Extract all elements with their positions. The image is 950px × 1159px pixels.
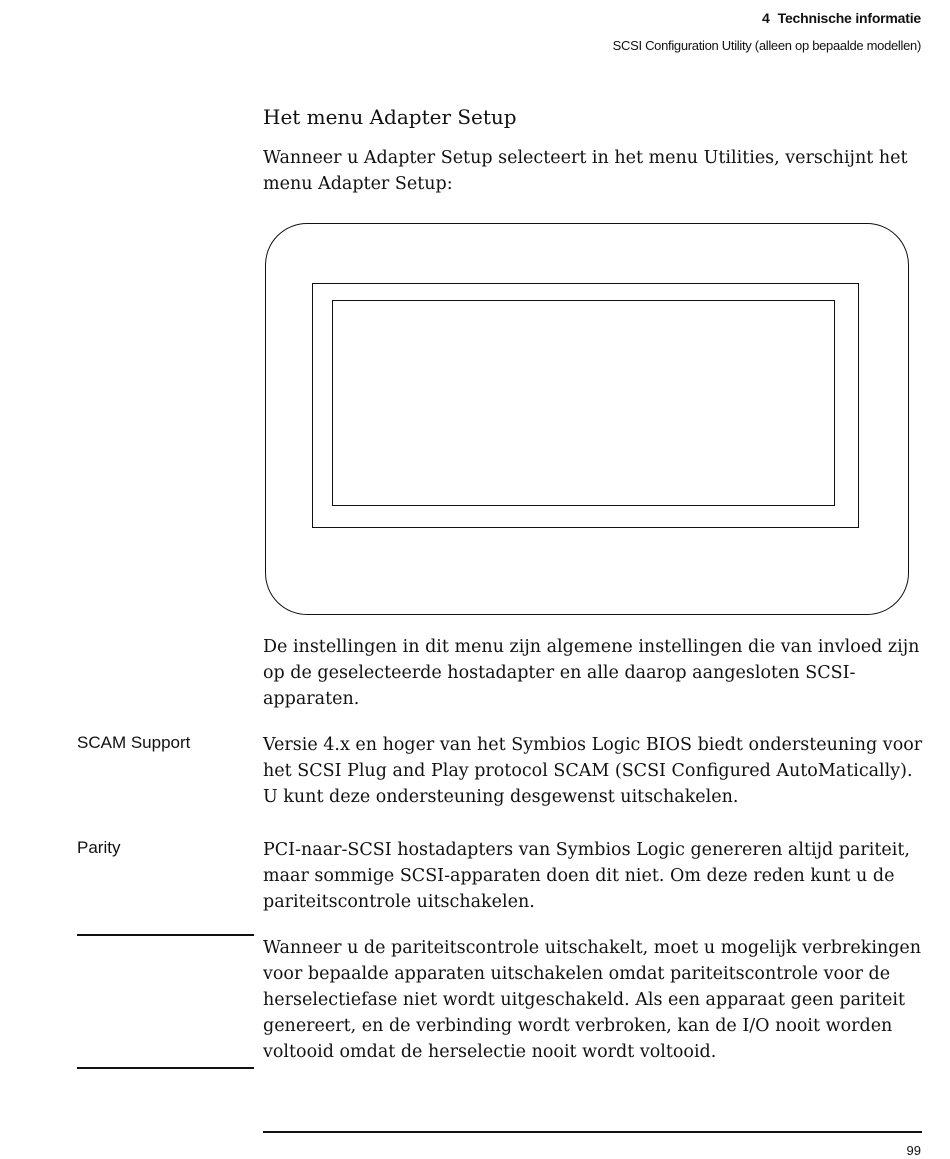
note-rule-bottom	[77, 1067, 254, 1069]
section-header: SCSI Configuration Utility (alleen op bepaalde modellen)	[612, 38, 921, 53]
intro-paragraph: Wanneer u Adapter Setup selecteert in het menu Utilities, verschijnt het menu Adapter Setup:	[263, 148, 908, 194]
note-rule-top	[77, 934, 254, 936]
parity-label: Parity	[77, 838, 121, 857]
page-number: 99	[906, 1143, 921, 1158]
footer-rule	[263, 1131, 922, 1133]
chapter-header	[762, 10, 921, 26]
scam-support-paragraph: Versie 4.x en hoger van het Symbios Logic BIOS biedt ondersteuning voor het SCSI Plug and Play protocol SCAM (SCSI Configured AutoMatically). U kunt deze ondersteuning desgewenst uitschakelen.	[263, 735, 923, 807]
settings-paragraph: De instellingen in dit menu zijn algemene instellingen die van invloed zijn op de geselecteerde hostadapter en alle daarop aangesloten SCSI-apparaten.	[263, 637, 920, 709]
scam-support-label: SCAM Support	[77, 733, 191, 752]
section-heading: Het menu Adapter Setup	[263, 105, 517, 129]
parity-paragraph: PCI-naar-SCSI hostadapters van Symbios Logic genereren altijd pariteit, maar sommige SCSI-apparaten doen dit niet. Om deze reden kunt u de pariteitscontrole uitschakelen.	[263, 840, 910, 912]
menu-window-inner	[332, 300, 835, 506]
note-paragraph: Wanneer u de pariteitscontrole uitschakelt, moet u mogelijk verbrekingen voor bepaalde apparaten uitschakelen omdat pariteitscontrole voor de herselectiefase niet wordt uitgeschakeld. Als een apparaat geen pariteit genereert, en de verbinding wordt verbroken, kan de I/O nooit worden voltooid omdat de herselectie nooit wordt voltooid.	[263, 938, 922, 1062]
chapter-title: Technische informatie	[777, 10, 921, 26]
chapter-number: 4	[762, 10, 770, 26]
